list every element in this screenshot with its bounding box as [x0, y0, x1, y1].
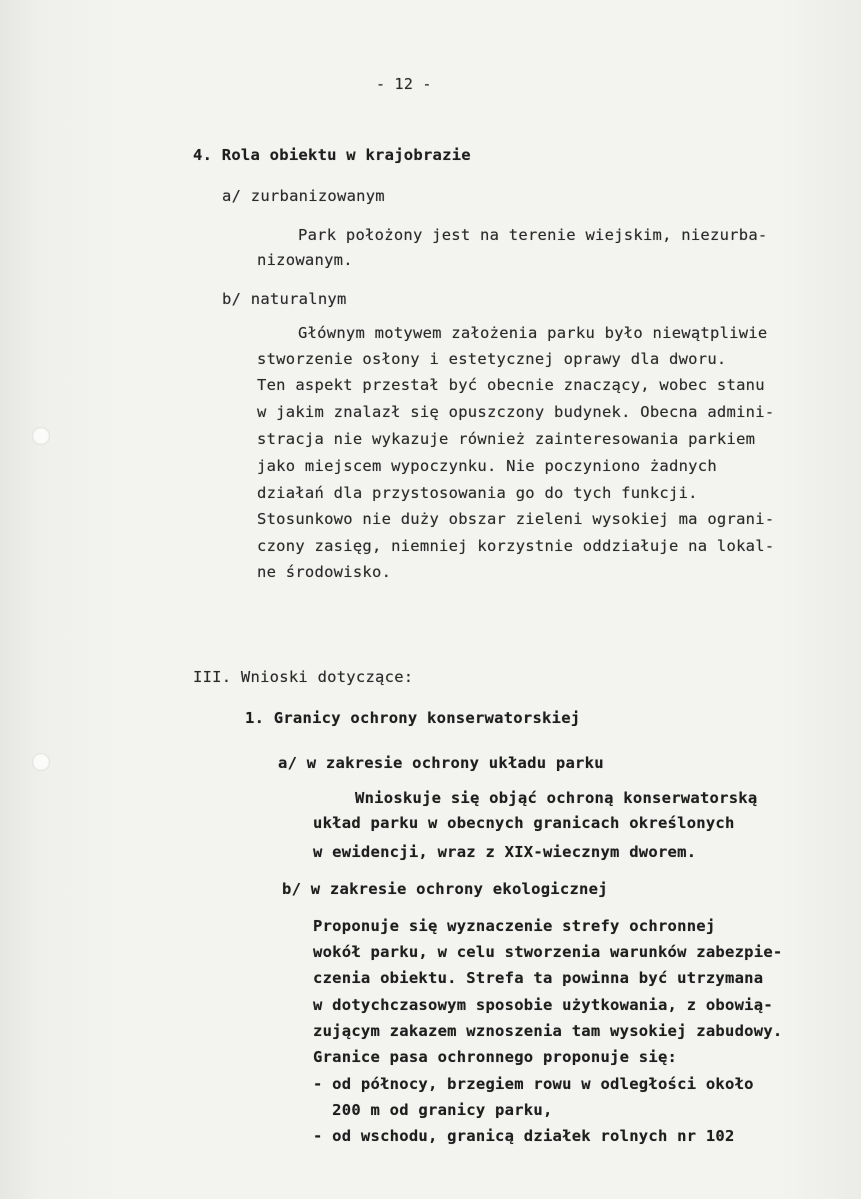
- paragraph-line: czony zasięg, niemniej korzystnie oddziałuje na lokal-: [257, 537, 775, 555]
- paragraph-line: Park położony jest na terenie wiejskim, niezurba-: [298, 226, 768, 244]
- paragraph-line: czenia obiektu. Strefa ta powinna być utrzymana: [313, 969, 764, 987]
- paragraph-line: w dotychczasowym sposobie użytkowania, z obowią-: [313, 996, 773, 1014]
- list-item: 200 m od granicy parku,: [313, 1101, 553, 1119]
- paragraph-line: w ewidencji, wraz z XIX-wiecznym dworem.: [313, 843, 697, 861]
- paragraph-line: jako miejscem wypoczynku. Nie poczyniono żadnych: [257, 457, 717, 475]
- subsection-label: b/ naturalnym: [222, 290, 347, 308]
- paragraph-line: Wnioskuje się objąć ochroną konserwatorską: [355, 789, 758, 807]
- page-number: - 12 -: [376, 75, 432, 93]
- list-item: - od wschodu, granicą działek rolnych nr 102: [313, 1127, 735, 1145]
- paragraph-line: działań dla przystosowania go do tych funkcji.: [257, 484, 698, 502]
- subsection-heading: 1. Granicy ochrony konserwatorskiej: [245, 709, 581, 727]
- paragraph-line: Ten aspekt przestał być obecnie znaczący, wobec stanu: [257, 376, 765, 394]
- paragraph-line: w jakim znalazł się opuszczony budynek. Obecna admini-: [257, 403, 775, 421]
- subsection-label: a/ w zakresie ochrony układu parku: [278, 754, 604, 772]
- paragraph-line: układ parku w obecnych granicach określonych: [313, 814, 735, 832]
- punch-hole: [32, 753, 50, 771]
- list-item: - od północy, brzegiem rowu w odległości około: [313, 1075, 754, 1093]
- paragraph-line: nizowanym.: [257, 251, 353, 269]
- paragraph-line: stracja nie wykazuje również zainteresowania parkiem: [257, 430, 756, 448]
- paragraph-line: wokół parku, w celu stworzenia warunków zabezpie-: [313, 943, 783, 961]
- paragraph-line: Proponuje się wyznaczenie strefy ochronnej: [313, 917, 716, 935]
- subsection-label: b/ w zakresie ochrony ekologicznej: [282, 880, 608, 898]
- paragraph-line: zującym zakazem wznoszenia tam wysokiej zabudowy.: [313, 1022, 783, 1040]
- paragraph-line: stworzenie osłony i estetycznej oprawy dla dworu.: [257, 350, 727, 368]
- section-heading: III. Wnioski dotyczące:: [193, 668, 414, 686]
- paragraph-line: ne środowisko.: [257, 563, 392, 581]
- section-heading: 4. Rola obiektu w krajobrazie: [193, 146, 471, 164]
- paragraph-line: Głównym motywem założenia parku było niewątpliwie: [298, 324, 768, 342]
- punch-hole: [32, 427, 50, 445]
- paragraph-line: Granice pasa ochronnego proponuje się:: [313, 1048, 678, 1066]
- paragraph-line: Stosunkowo nie duży obszar zieleni wysokiej ma ograni-: [257, 510, 775, 528]
- subsection-label: a/ zurbanizowanym: [222, 187, 385, 205]
